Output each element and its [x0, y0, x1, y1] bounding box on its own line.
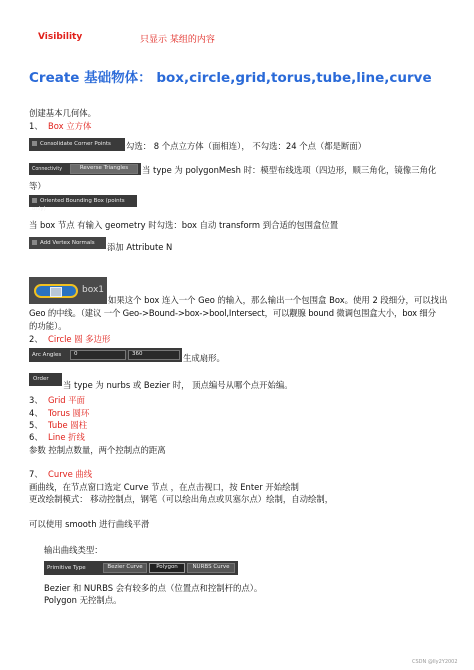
- bezier-description: Bezier 和 NURBS 会有较多的点（位置点和控制杆的点）。: [44, 583, 263, 593]
- section-3: [29, 395, 85, 405]
- node-description-3: 的功能）。: [29, 321, 67, 331]
- consolidate-description: 勾选： 8 个点立方体（面相连）， 不勾选：24 个点（都是断面）: [126, 141, 367, 151]
- section-3-num: 3、: [29, 395, 43, 405]
- node-description-2: Geo 的中线。（建议 一个 Geo->Bound->box->bool,Intersect，可以觏腺 bound 微调包围盒大小，box 细分: [29, 308, 436, 318]
- reverse-triangles-button[interactable]: [70, 164, 138, 174]
- geometry-description: 当 box 节点 有输入 geometry 时勾选：box 自动 transform 到合适的包围盒位置: [29, 220, 339, 230]
- section-3-label: Grid 平面: [48, 395, 86, 405]
- consolidate-label: Consolidate Corner Points: [40, 141, 111, 147]
- section-6: [29, 432, 85, 442]
- order-control[interactable]: [29, 373, 62, 386]
- section-4-label: Torus 圆环: [48, 408, 90, 418]
- checkbox-icon: [32, 198, 37, 203]
- node-name: box1: [82, 285, 104, 295]
- section-6-num: 6、: [29, 432, 43, 442]
- section-5-label: Tube 圆柱: [48, 420, 88, 430]
- primitive-type-label: Primitive Type: [47, 565, 86, 571]
- polygon-description: Polygon 无控制点。: [44, 595, 122, 605]
- header-visibility: Visibility: [38, 32, 83, 42]
- bezier-curve-label: Bezier Curve: [107, 564, 143, 570]
- section-4-num: 4、: [29, 408, 43, 418]
- oriented-bounding-box-checkbox[interactable]: [29, 195, 137, 212]
- intro-text: 创建基本几何体。: [29, 108, 96, 118]
- section-5-num: 5、: [29, 420, 43, 430]
- oriented-bbox-label: Oriented Bounding Box (points only): [32, 198, 125, 212]
- reverse-triangles-label: Reverse Triangles: [79, 165, 129, 171]
- order-description: 当 type 为 nurbs 或 Bezier 时， 顶点编号从哪个点开始编。: [63, 380, 293, 390]
- section-5: [29, 420, 87, 430]
- line-params: 参数 控制点数量，两个控制点的距离: [29, 445, 166, 455]
- output-type-label: 输出曲线类型：: [44, 545, 103, 555]
- section-7-num: 7、: [29, 469, 43, 479]
- section-7: [29, 469, 92, 479]
- smooth-description: 可以使用 smooth 进行曲线平滑: [29, 519, 150, 529]
- arc-start-value: 0: [74, 351, 78, 357]
- arc-end-input[interactable]: [128, 350, 180, 360]
- polygon-option[interactable]: [149, 563, 185, 573]
- node-description-1: 如果这个 box 连入一个 Geo 的输入，那么输出一个包围盒 Box。使用 2 段细分，可以找出: [108, 295, 448, 305]
- add-vertex-normals-label: Add Vertex Normals: [40, 240, 95, 246]
- bezier-curve-option[interactable]: [103, 563, 147, 573]
- connectivity-description: 当 type 为 polygonMesh 时：模型布线选项（四边形，顺三角化，镜像三角化: [142, 165, 437, 175]
- connectivity-description-2: 等）: [29, 181, 46, 191]
- connectivity-label: Connectivity: [32, 167, 63, 172]
- nurbs-curve-label: NURBS Curve: [192, 564, 230, 570]
- watermark: CSDN @lly2Y2002: [412, 659, 458, 665]
- order-label: Order: [33, 376, 49, 382]
- section-2: [29, 334, 110, 344]
- section-4: [29, 408, 89, 418]
- nurbs-curve-option[interactable]: [187, 563, 235, 573]
- checkbox-icon: [32, 141, 37, 146]
- section-6-label: Line 折线: [48, 432, 85, 442]
- checkbox-icon: [32, 240, 37, 245]
- polygon-label: Polygon: [156, 564, 178, 570]
- page-title: Create 基础物体： box,circle,grid,torus,tube,line,curve: [29, 70, 432, 86]
- section-1-label: Box 立方体: [48, 121, 92, 131]
- normals-description: 添加 Attribute N: [107, 242, 173, 252]
- box1-node[interactable]: [29, 277, 107, 304]
- section-2-num: 2、: [29, 334, 43, 344]
- arc-description: 生成扇形。: [183, 353, 225, 363]
- header-visibility-note: 只显示 某组的内容: [140, 35, 215, 45]
- curve-description-1: 画曲线，在节点窗口选定 Curve 节点 ，在点击视口，按 Enter 开始绘制: [29, 482, 299, 492]
- arc-end-value: 360: [132, 351, 143, 357]
- add-vertex-normals-checkbox[interactable]: [29, 237, 106, 249]
- curve-description-2: 更改绘制模式： 移动控制点，钢笔（可以绘出角点或贝塞尔点）绘制，自动绘制，: [29, 494, 334, 504]
- arc-start-input[interactable]: [70, 350, 126, 360]
- section-2-label: Circle 圆 多边形: [48, 334, 111, 344]
- section-1: [29, 121, 91, 131]
- box-node-icon: [50, 287, 62, 297]
- section-1-num: 1、: [29, 121, 43, 131]
- consolidate-corner-points-checkbox[interactable]: [29, 138, 125, 151]
- arc-angles-label: Arc Angles: [32, 352, 62, 358]
- section-7-label: Curve 曲线: [48, 469, 93, 479]
